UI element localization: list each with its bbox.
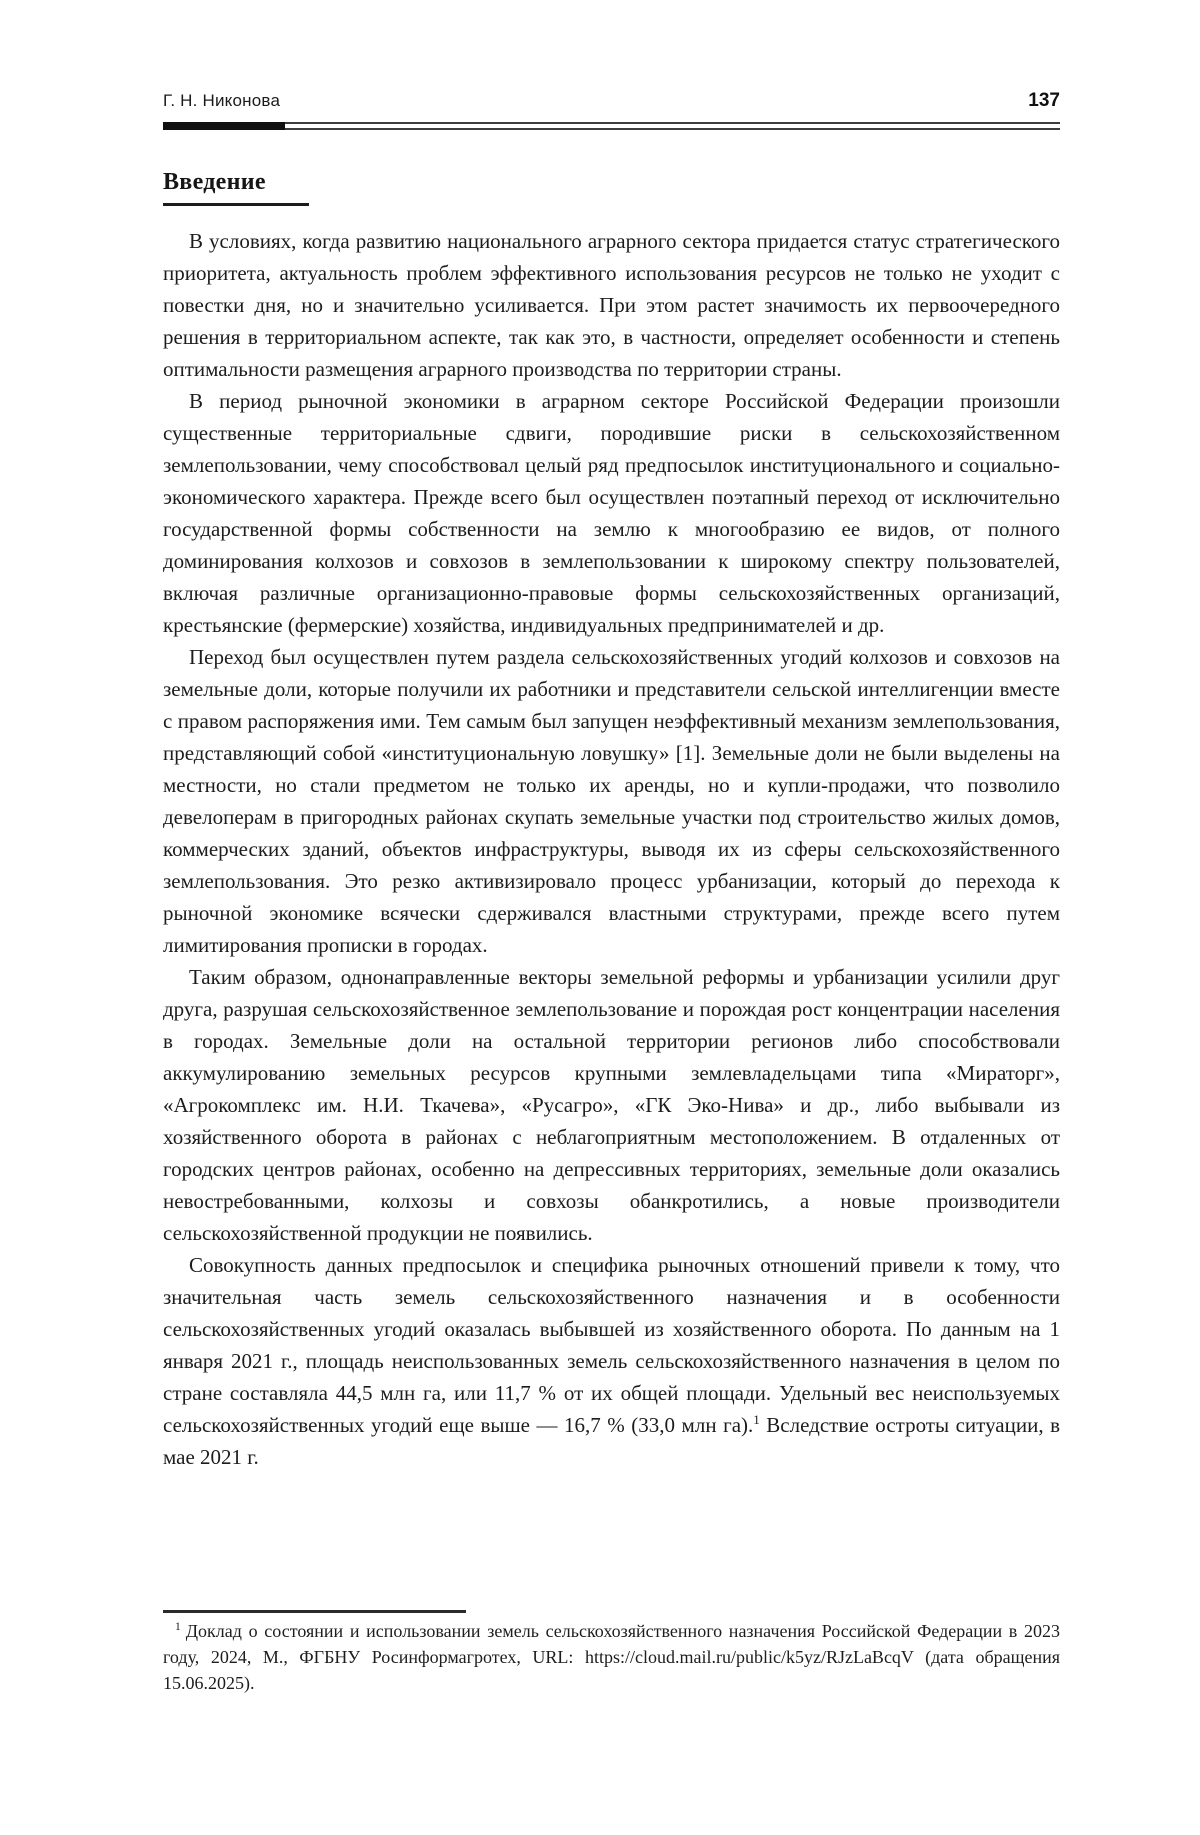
author-name: Г. Н. Никонова xyxy=(163,91,281,110)
footnote-rule xyxy=(163,1610,466,1613)
paragraph: Таким образом, однонаправленные векторы земельной реформы и урбанизации усилили друг друга, разрушая сельскохозяйственное землепользование и порождая рост концентрации населения в городах. Земельные доли на остальной территории регионов либо способствовали аккумулированию земельных ресурсов крупными землевладельцами типа «Мираторг», «Агрокомплекс им. Н.И. Ткачева», «Русагро», «ГК Эко-Нива» и др., либо выбывали из хозяйственного оборота в районах с неблагоприятным местоположением. В отдаленных от городских центров районах, особенно на депрессивных территориях, земельные доли оказались невостребованными, колхозы и совхозы обанкротились, а новые производители сельскохозяйственной продукции не появились. xyxy=(163,965,1060,1245)
footnote-marker: 1 xyxy=(175,1621,181,1633)
page-number: 137 xyxy=(1028,90,1060,111)
footnote-ref: 1 xyxy=(753,1412,760,1427)
footnote xyxy=(163,1618,1060,1696)
section-title: Введение xyxy=(163,169,266,195)
footnote-text: Доклад о состоянии и использовании земель сельскохозяйственного назначения Российской Федерации в 2023 году, 2024, М., ФГБНУ Росинформагротех, URL: https://cloud.mail.ru/public/k5yz/RJzLaBcqV (дата обращения 15.06.2025). xyxy=(163,1621,1060,1693)
running-header xyxy=(163,90,1060,112)
paragraph: В период рыночной экономики в аграрном секторе Российской Федерации произошли существенные территориальные сдвиги, породившие риски в сельскохозяйственном землепользовании, чему способствовал целый ряд предпосылок институционального и социально-экономического характера. Прежде всего был осуществлен поэтапный переход от исключительно государственной формы собственности на землю к многообразию ее видов, от полного доминирования колхозов и совхозов в землепользовании к широкому спектру пользователей, включая различные организационно-правовые формы сельскохозяйственных организаций, крестьянские (фермерские) хозяйства, индивидуальных предпринимателей и др. xyxy=(163,389,1060,637)
header-rule xyxy=(163,122,1060,130)
header-rule-accent xyxy=(163,122,285,130)
article-body xyxy=(163,225,1060,1473)
paragraph: Переход был осуществлен путем раздела сельскохозяйственных угодий колхозов и совхозов на земельные доли, которые получили их работники и представители сельской интеллигенции вместе с правом распоряжения ими. Тем самым был запущен неэффективный механизм землепользования, представляющий собой «институциональную ловушку» [1]. Земельные доли не были выделены на местности, но стали предметом не только их аренды, но и купли-продажи, что позволило девелоперам в пригородных районах скупать земельные участки под строительство жилых домов, коммерческих зданий, объектов инфраструктуры, выводя их из сферы сельскохозяйственного землепользования. Это резко активизировало процесс урбанизации, который до перехода к рыночной экономике всячески сдерживался властными структурами, прежде всего путем лимитирования прописки в городах. xyxy=(163,645,1060,957)
paragraph: В условиях, когда развитию национального аграрного сектора придается статус стратегического приоритета, актуальность проблем эффективного использования ресурсов не только не уходит с повестки дня, но и значительно усиливается. При этом растет значимость их первоочередного решения в территориальном аспекте, так как это, в частности, определяет особенности и степень оптимальности размещения аграрного производства по территории страны. xyxy=(163,229,1060,381)
paragraph: Совокупность данных предпосылок и специфика рыночных отношений привели к тому, что значительная часть земель сельскохозяйственного назначения и в особенности сельскохозяйственных угодий оказалась выбывшей из хозяйственного оборота. По данным на 1 января 2021 г., площадь неиспользованных земель сельскохозяйственного назначения в целом по стране составляла 44,5 млн га, или 11,7 % от их общей площади. Удельный вес неиспользуемых сельскохозяйственных угодий еще выше — 16,7 % (33,0 млн га).$^1$ Вследствие остроты ситуации, в мае 2021 г. xyxy=(163,1253,1061,1469)
section-title-underline xyxy=(163,203,309,206)
